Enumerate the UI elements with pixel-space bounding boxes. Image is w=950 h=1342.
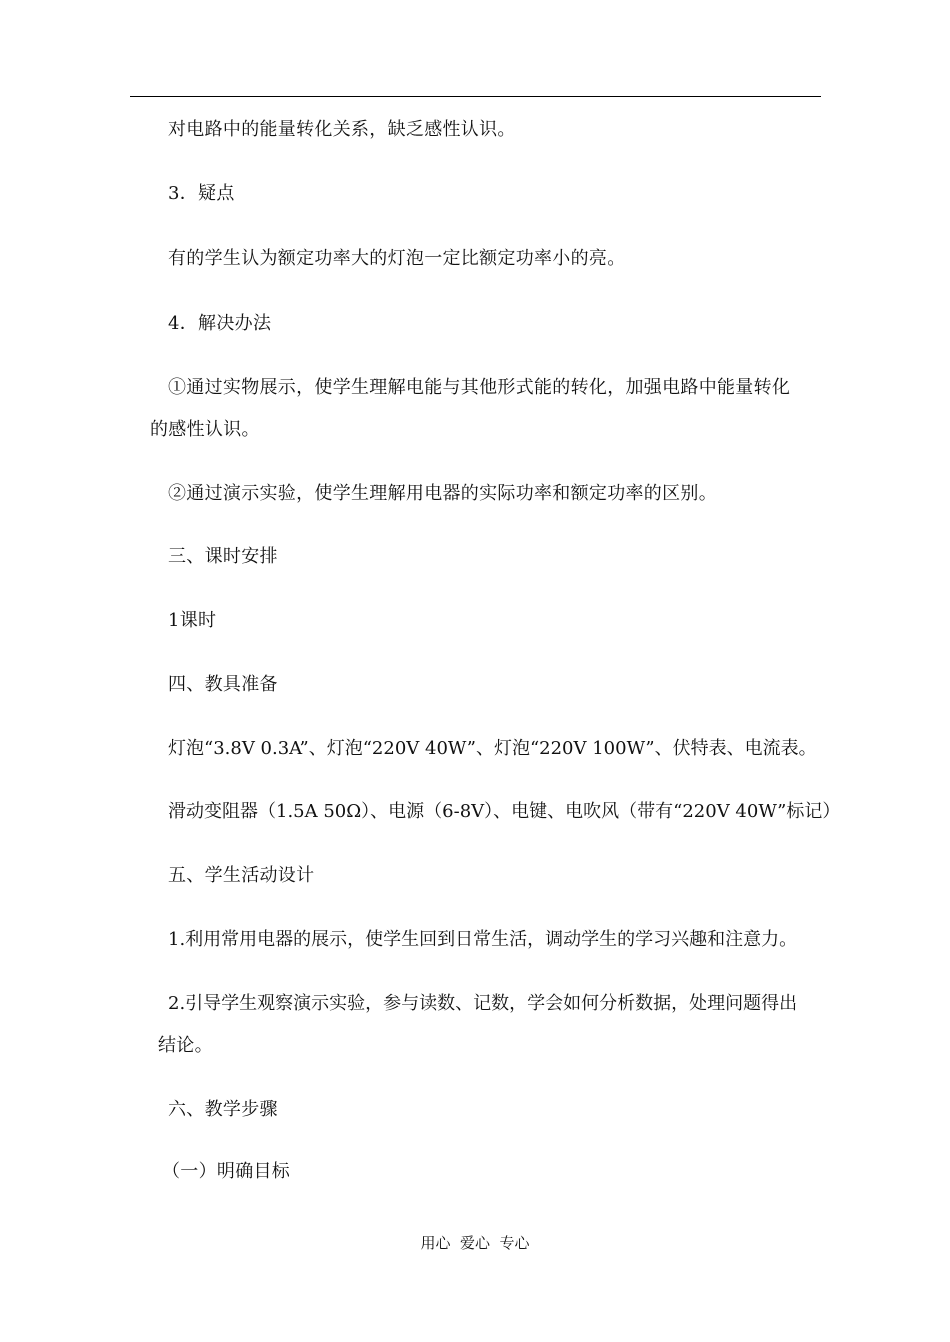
text-line: 结论。 — [158, 1035, 213, 1056]
text-line: ①通过实物展示，使学生理解电能与其他形式能的转化，加强电路中能量转化 — [168, 377, 791, 398]
text-line: 2.引导学生观察演示实验，参与读数、记数，学会如何分析数据，处理问题得出 — [168, 993, 798, 1014]
heading-doubts: 3．疑点 — [168, 183, 235, 204]
text-line: 1.利用常用电器的展示，使学生回到日常生活，调动学生的学习兴趣和注意力。 — [168, 929, 798, 950]
text-line: 的感性认识。 — [150, 419, 260, 440]
page-footer: 用心 爱心 专心 — [420, 1234, 530, 1252]
text-line: 有的学生认为额定功率大的灯泡一定比额定功率小的亮。 — [168, 248, 626, 269]
heading-equipment: 四、教具准备 — [168, 674, 278, 695]
text-line: ②通过演示实验，使学生理解用电器的实际功率和额定功率的区别。 — [168, 483, 717, 504]
heading-activities: 五、学生活动设计 — [168, 865, 315, 886]
subheading-objectives: （一）明确目标 — [162, 1161, 291, 1182]
text-line: 1课时 — [168, 610, 217, 631]
header-rule — [130, 96, 821, 97]
heading-teaching-steps: 六、教学步骤 — [168, 1099, 278, 1120]
text-line: 滑动变阻器（1.5A 50Ω）、电源（6-8V）、电键、电吹风（带有“220V 40W”标记） — [168, 801, 841, 822]
heading-schedule: 三、课时安排 — [168, 546, 278, 567]
heading-solutions: 4．解决办法 — [168, 313, 272, 334]
text-line: 灯泡“3.8V 0.3A”、灯泡“220V 40W”、灯泡“220V 100W”、伏特表、电流表。 — [168, 738, 817, 759]
text-line: 对电路中的能量转化关系，缺乏感性认识。 — [168, 119, 516, 140]
